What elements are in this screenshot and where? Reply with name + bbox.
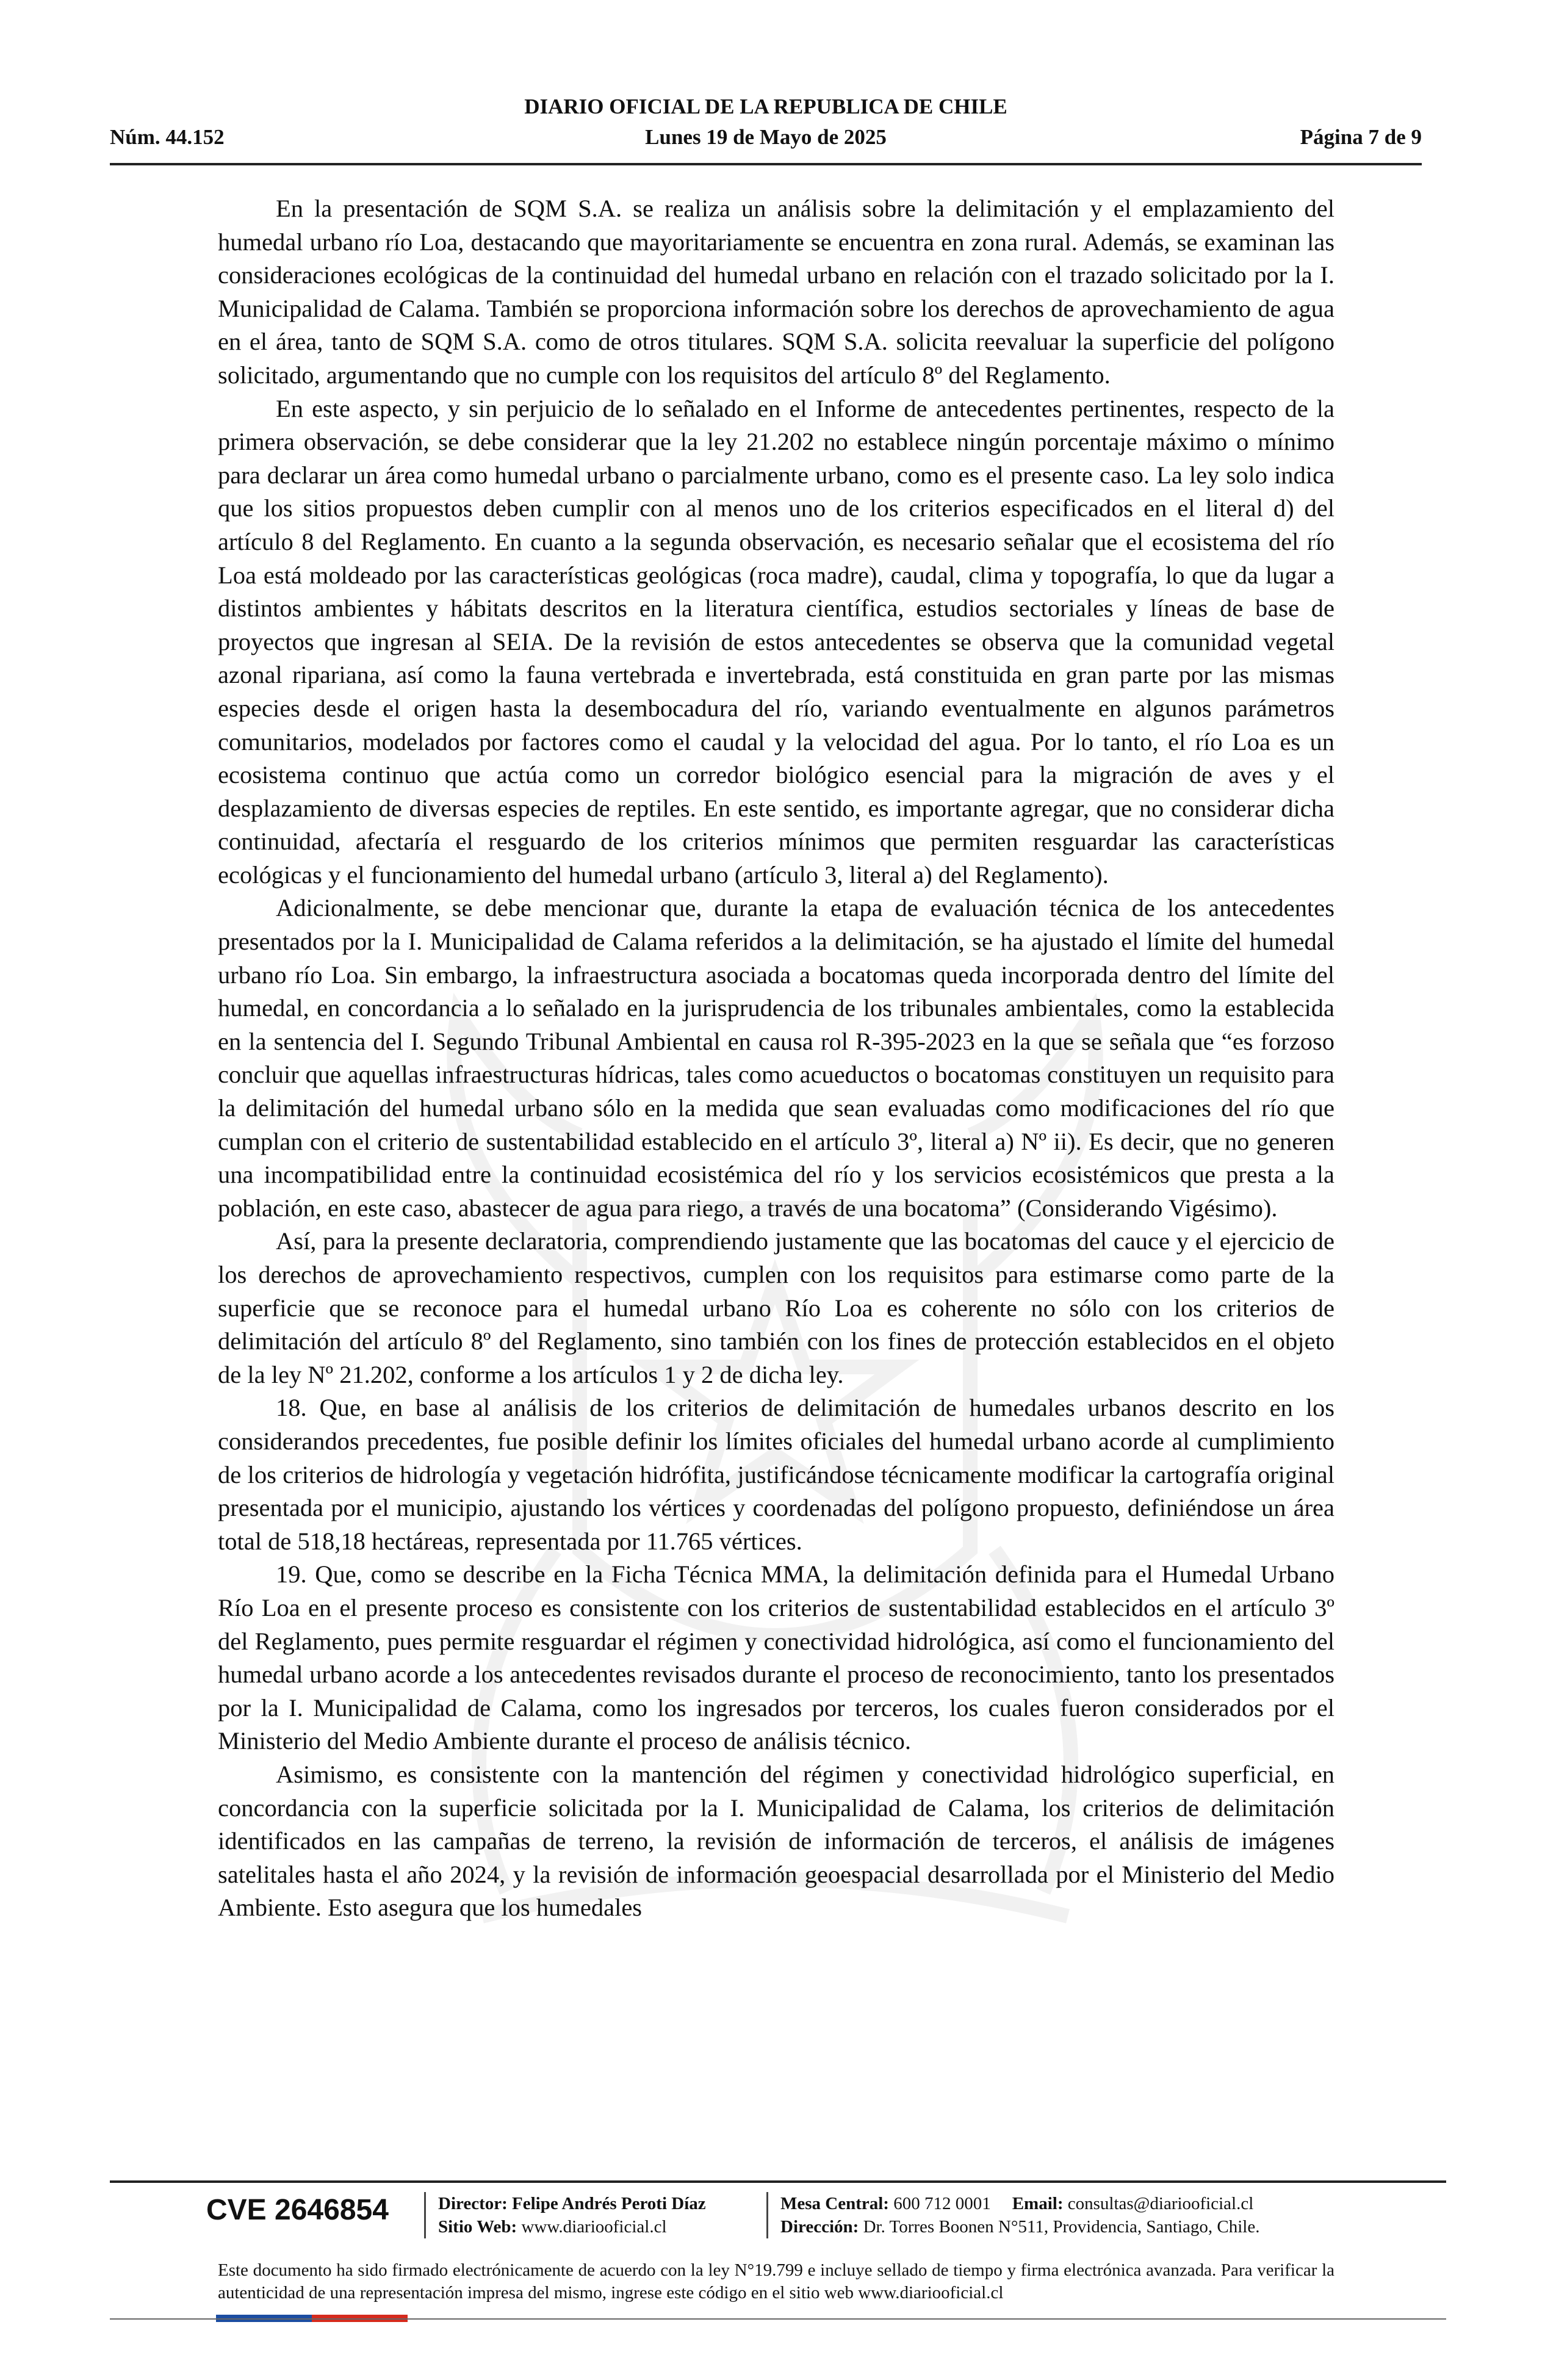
email-label: Email:: [1012, 2194, 1064, 2213]
director-line: [438, 2192, 706, 2215]
publication-title: DIARIO OFICIAL DE LA REPUBLICA DE CHILE: [524, 95, 1007, 118]
publication-date: Lunes 19 de Mayo de 2025: [645, 125, 887, 149]
bottom-rule: [110, 2318, 1446, 2320]
director-name: Felipe Andrés Peroti Díaz: [512, 2194, 706, 2213]
paragraph-asimismo: Asimismo, es consistente con la mantención del régimen y conectividad hidrológico superficial, en concordancia con la superficie solicitada por la I. Municipalidad de Calama, los criterios de delimitación identificados en las campañas de terreno, la revisión de información de terceros, el análisis de imágenes satelitales hasta el año 2024, y la revisión de información geoespacial desarrollada por el Ministerio del Medio Ambiente. Esto asegura que los humedales: [218, 1760, 1334, 1922]
address-line: [780, 2215, 1259, 2238]
mesa-central-label: Mesa Central:: [780, 2194, 889, 2213]
page-number: Página 7 de 9: [1300, 125, 1422, 149]
mesa-central-value: 600 712 0001: [893, 2194, 991, 2213]
website-line: [438, 2215, 706, 2238]
cve-code: CVE 2646854: [206, 2194, 389, 2226]
address-value: Dr. Torres Boonen N°511, Providencia, Santiago, Chile.: [863, 2217, 1260, 2237]
paragraph-sqm-presentation: En la presentación de SQM S.A. se realiza un análisis sobre la delimitación y el emplazamiento del humedal urbano río Loa, destacando que mayoritariamente se encuentra en zona rural. Además, se examinan las consideraciones ecológicas de la continuidad del humedal urbano en relación con el trazado solicitado por la I. Municipalidad de Calama. También se proporciona información sobre los derechos de aprovechamiento de agua en el área, tanto de SQM S.A. como de otros titulares. SQM S.A. solicita reevaluar la superficie del polígono solicitado, argumentando que no cumple con los requisitos del artículo 8º del Reglamento.: [218, 195, 1334, 389]
footer-director-block: [424, 2192, 706, 2238]
issue-number: Núm. 44.152: [110, 125, 225, 149]
legal-notice: Este documento ha sido firmado electrónicamente de acuerdo con la ley N°19.799 e incluye sellado de tiempo y firma electrónica avanzada. Para verificar la autenticidad de una representación impresa del mismo, ingrese este código en el sitio web www.diariooficial.cl: [218, 2260, 1334, 2302]
paragraph-bocatomas-jurisprudence: Adicionalmente, se debe mencionar que, durante la etapa de evaluación técnica de los antecedentes presentados por la I. Municipalidad de Calama referidos a la delimitación, se ha ajustado el límite del humedal urbano río Loa. Sin embargo, la infraestructura asociada a bocatomas queda incorporada dentro del límite del humedal, en concordancia a lo señalado en la jurisprudencia de los tribunales ambientales, como la establecida en la sentencia del I. Segundo Tribunal Ambiental en causa rol R-395-2023 en la que se señala que “es forzoso concluir que aquellas infraestructuras hídricas, tales como acueductos o bocatomas constituyen un requisito para la delimitación del humedal urbano sólo en la medida que sean evaluadas como modificaciones del río que cumplan con el criterio de sustentabilidad establecido en el artículo 3º, literal a) Nº ii). Es decir, que no generen una incompatibilidad entre la continuidad ecosistémica del río y los servicios ecosistémicos que presta a la población, en este caso, abastecer de agua para riego, a través de una bocatoma” (Considerando Vigésimo).: [218, 894, 1334, 1222]
footer-divider: [110, 2180, 1446, 2183]
contact-line: [780, 2192, 1259, 2215]
paragraph-observations-response: En este aspecto, y sin perjuicio de lo señalado en el Informe de antecedentes pertinentes, respecto de la primera observación, se debe considerar que la ley 21.202 no establece ningún porcentaje máximo o mínimo para declarar un área como humedal urbano o parcialmente urbano, como es el presente caso. La ley solo indica que los sitios propuestos deben cumplir con al menos uno de los criterios especificados en el literal d) del artículo 8 del Reglamento. En cuanto a la segunda observación, es necesario señalar que el ecosistema del río Loa está moldeado por las características geológicas (roca madre), caudal, clima y topografía, lo que da lugar a distintos ambientes y hábitats descritos en la literatura científica, estudios sectoriales y líneas de base de proyectos que ingresan al SEIA. De la revisión de estos antecedentes se observa que la comunidad vegetal azonal ripariana, así como la fauna vertebrada e invertebrada, está constituida en gran parte por las mismas especies desde el origen hasta la desembocadura del río, variando eventualmente en algunos parámetros comunitarios, modelados por factores como el caudal y la velocidad del agua. Por lo tanto, el río Loa es un ecosistema continuo que actúa como un corredor biológico esencial para la migración de aves y el desplazamiento de diversas especies de reptiles. En este sentido, es importante agregar, que no considerar dicha continuidad, afectaría el resguardo de los criterios mínimos que permiten resguardar las características ecológicas y el funcionamiento del humedal urbano (artículo 3, literal a) del Reglamento).: [218, 394, 1334, 889]
website-link[interactable]: www.diariooficial.cl: [521, 2217, 667, 2237]
email-link[interactable]: consultas@diariooficial.cl: [1067, 2194, 1254, 2213]
director-label: Director:: [438, 2194, 508, 2213]
paragraph-considerando-18: 18. Que, en base al análisis de los criterios de delimitación de humedales urbanos descrito en los considerandos precedentes, fue posible definir los límites oficiales del humedal urbano acorde al cumplimiento de los criterios de hidrología y vegetación hidrófita, justificándose técnicamente modificar la cartografía original presentada por el municipio, ajustando los vértices y coordenadas del polígono propuesto, definiéndose un área total de 518,18 hectáreas, representada por 11.765 vértices.: [218, 1394, 1334, 1555]
paragraph-considerando-19: 19. Que, como se describe en la Ficha Técnica MMA, la delimitación definida para el Humedal Urbano Río Loa en el presente proceso es consistente con los criterios de sustentabilidad establecidos en el artículo 3º del Reglamento, pues permite resguardar el régimen y conectividad hidrológica, así como el funcionamiento del humedal urbano acorde a los antecedentes revisados durante el proceso de reconocimiento, tanto los presentados por la I. Municipalidad de Calama, como los ingresados por terceros, los cuales fueron considerados por el Ministerio del Medio Ambiente durante el proceso de análisis técnico.: [218, 1560, 1334, 1755]
document-body: [218, 192, 1334, 1925]
footer-contact-block: [766, 2192, 1259, 2238]
page-header: [110, 95, 1422, 165]
paragraph-declaratoria: Así, para la presente declaratoria, comprendiendo justamente que las bocatomas del cauce y el ejercicio de los derechos de aprovechamiento respectivos, cumplen con los requisitos para estimarse como parte de la superficie que se reconoce para el humedal urbano Río Loa es coherente no sólo con los criterios de delimitación del artículo 8º del Reglamento, sino también con los fines de protección establecidos en el objeto de la ley Nº 21.202, conforme a los artículos 1 y 2 de dicha ley.: [218, 1227, 1334, 1388]
website-label: Sitio Web:: [438, 2217, 517, 2237]
address-label: Dirección:: [780, 2217, 859, 2237]
